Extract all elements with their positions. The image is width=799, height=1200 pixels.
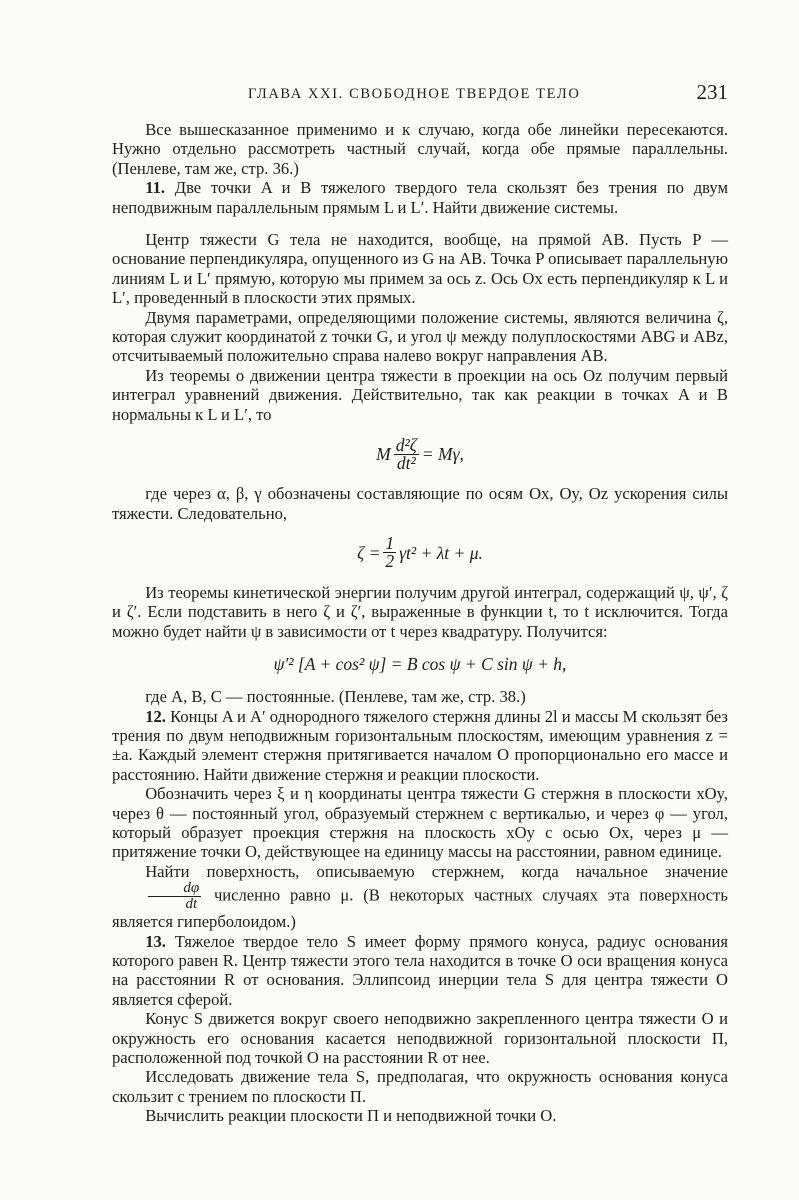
formula-2 [112, 528, 728, 578]
inline-fraction-denominator: dt [185, 896, 198, 913]
inline-fraction [112, 881, 204, 912]
paragraph-3: Центр тяжести G тела не находится, вообще, на прямой AB. Пусть P — основание перпендикуляра, опущенного из G на AB. Точка P описывает параллельную линиям L и L′ прямую, которую мы примем за ось z. Ось Ox есть перпендикуляр к L и L′, проведенный в плоскости этих прямых. [112, 230, 728, 308]
paragraph-7: Из теоремы кинетической энергии получим другой интеграл, содержащий ψ, ψ′, ζ и ζ′. Если подставить в него ζ и ζ′, выраженные в функции t, то t исключится. Тогда можно будет найти ψ в зависимости от t через квадратуру. Получится: [112, 582, 728, 641]
inline-fraction-numerator: dφ [148, 881, 201, 897]
problem-13-text: Тяжелое твердое тело S имеет форму прямого конуса, радиус основания которого равен R. Центр тяжести этого тела находится в точке O оси вращения конуса на расстоянии R от основания. Эллипсоид инерции тела S для центра тяжести O является сферой. [112, 931, 728, 1009]
problem-number-13: 13. [145, 931, 166, 951]
paragraph-8: где A, B, C — постоянные. (Пенлеве, там же, стр. 38.) [145, 687, 526, 707]
formula-1-left: M [376, 444, 391, 465]
page-number: 231 [696, 80, 728, 104]
paragraph-11 [112, 862, 728, 932]
problem-11-text: Две точки A и B тяжелого твердого тела скользят без трения по двум неподвижным параллельным прямым L и L′. Найти движение системы. [112, 178, 728, 217]
formula-2-fraction [383, 535, 396, 570]
formula-1-denominator: dt² [396, 452, 416, 473]
problem-11 [112, 178, 728, 217]
paragraph-13: Конус S движется вокруг своего неподвижно закрепленного центра тяжести O и окружность его основания касается неподвижной горизонтальной плоскости Π, расположенной под точкой O на расстоянии R от нее. [112, 1009, 728, 1068]
page-header [112, 80, 728, 112]
formula-2-numerator: 1 [385, 533, 395, 554]
formula-1 [112, 429, 728, 479]
problem-13 [112, 932, 728, 1010]
formula-2-left: ζ = [357, 542, 381, 563]
paragraph-4: Двумя параметрами, определяющими положение системы, являются величина ζ, которая служит координатой z точки G, и угол ψ между полуплоскостями ABG и ABz, отсчитываемый положительно справа налево вокруг направления AB. [112, 307, 728, 366]
formula-2-right: γt² + λt + μ. [399, 542, 483, 563]
paragraph-5: Из теоремы о движении центра тяжести в проекции на ось Oz получим первый интеграл уравнений движения. Действительно, так как реакции в точках A и B нормальны к L и L′, то [112, 365, 728, 424]
formula-1-numerator: d²ζ [395, 434, 417, 455]
problem-12 [112, 707, 728, 785]
formula-2-denominator: 2 [385, 551, 395, 572]
paragraph-14: Исследовать движение тела S, предполагая, что окружность основания конуса скользит с трением по плоскости Π. [112, 1067, 728, 1106]
paragraph-6: где через α, β, γ обозначены составляющие по осям Ox, Oy, Oz ускорения силы тяжести. Следовательно, [112, 484, 728, 523]
paragraph-15: Вычислить реакции плоскости Π и неподвижной точки O. [145, 1106, 557, 1126]
problem-12-text: Концы A и A′ однородного тяжелого стержня длины 2l и массы M скользят без трения по двум неподвижным горизонтальным плоскостям, имеющим уравнения z = ±a. Каждый элемент стержня притягивается началом O пропорционально его массе и расстоянию. Найти движение стержня и реакции плоскости. [112, 706, 728, 784]
page-body [112, 120, 728, 1126]
paragraph-1: Все вышесказанное применимо и к случаю, когда обе линейки пересекаются. Нужно отдельно рассмотреть частный случай, когда обе прямые параллельны. (Пенлеве, там же, стр. 36.) [112, 120, 728, 178]
formula-1-right: = Mγ, [421, 444, 464, 465]
problem-number-11: 11. [145, 178, 166, 198]
formula-3: ψ′² [A + cos² ψ] = B cos ψ + C sin ψ + h, [273, 654, 567, 675]
paragraph-11-start: Найти поверхность, описываемую стержнем, когда начальное значение [145, 861, 728, 881]
paragraph-11-end: численно равно μ. (В некоторых частных случаях эта поверхность является гиперболоидом.) [112, 885, 728, 932]
paragraph-10: Обозначить через ξ и η координаты центра тяжести G стержня в плоскости xOy, через θ — постоянный угол, образуемый стержнем с вертикалью, и через φ — угол, который образует проекция стержня на плоскость xOy с осью Ox, через μ — притяжение точки O, действующее на единицу массы на расстоянии, равном единице. [112, 784, 728, 862]
formula-1-fraction [394, 434, 419, 473]
running-title: ГЛАВА XXI. СВОБОДНОЕ ТВЕРДОЕ ТЕЛО [248, 86, 581, 102]
problem-number-12: 12. [145, 706, 166, 726]
